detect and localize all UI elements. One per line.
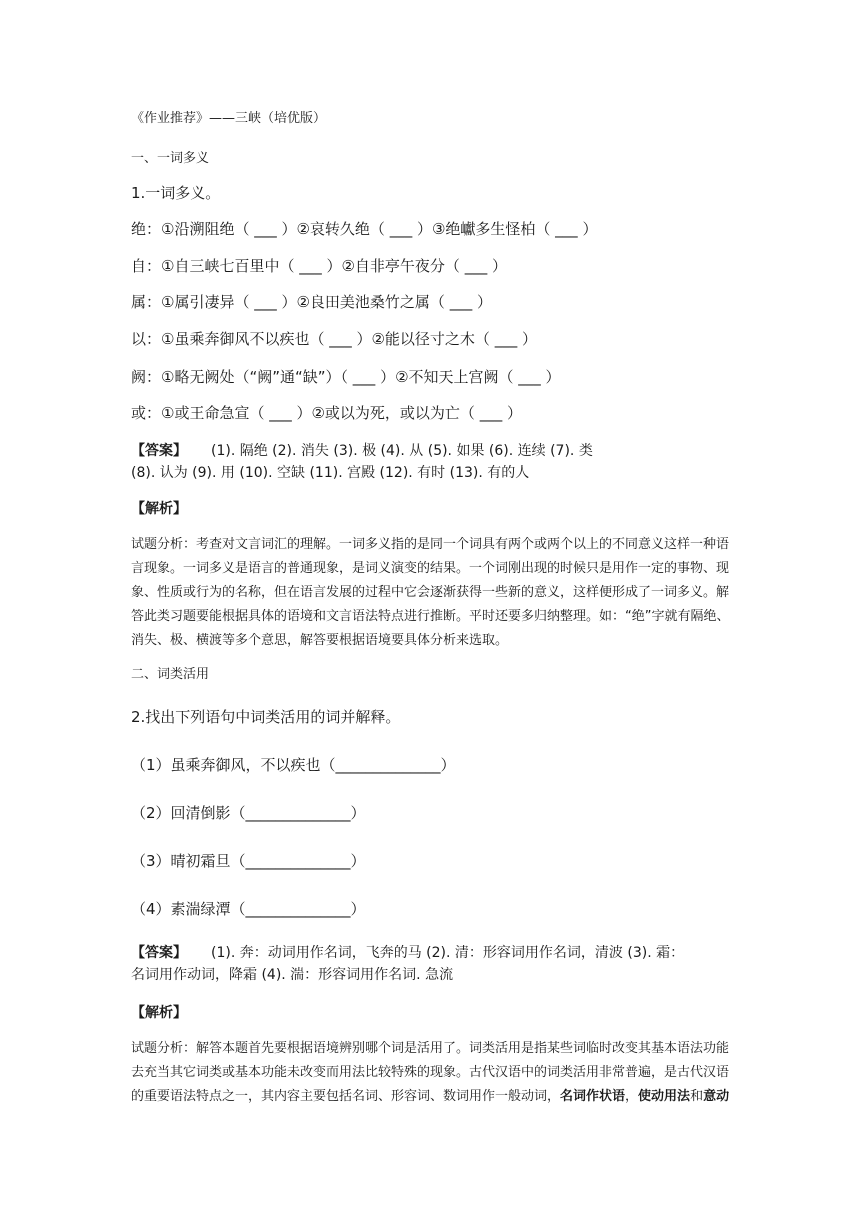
analysis-1-text: 试题分析：考查对文言词汇的理解。一词多义指的是同一个词具有两个或两个以上的不同意义这样一种语言现象。一词多义是语言的普通现象，是词义演变的结果。一个词刚出现的时候只是用作一定的事物、现象、性质或行为的名称，但在语言发展的过程中它会逐渐获得一些新的意义，这样便形成了一词多义。解答此类习题要能根据具体的语境和文言语法特点进行推断。平时还要多归纳整理。如：“绝”字就有隔绝、消失、极、横渡等多个意思，解答要根据语境要具体分析来选取。 <box>131 537 730 648</box>
term-causative: 使动用法 <box>638 1089 691 1104</box>
analysis-label-1: 【解析】 <box>131 501 187 517</box>
analysis-2-line3-text: 的重要语法特点之一，其内容主要包括名词、形容词、数词用作一般动词， <box>131 1089 561 1104</box>
conversion-item-1: （1）虽乘奔御风，不以疾也（______________） <box>131 756 456 774</box>
analysis-2-line2: 去充当其它词类或基本功能未改变而用法比较特殊的现象。古代汉语中的词类活用非常普遍，是古代汉语 <box>131 1065 730 1080</box>
answer-1-line2: (8). 认为 (9). 用 (10). 空缺 (11). 宫殿 (12). 有时 (13). 有的人 <box>131 465 530 481</box>
section1-heading: 一、一词多义 <box>131 151 210 166</box>
document-title: 《作业推荐》——三峡（培优版） <box>131 111 327 126</box>
question-2: 2.找出下列语句中词类活用的词并解释。 <box>131 708 401 726</box>
answer-text: (1). 奔：动词用作名词，飞奔的马 (2). 清：形容词用作名词，清波 (3). 霜： <box>211 945 685 961</box>
answer-2-line1 <box>131 942 684 962</box>
conversion-item-2: （2）回清倒影（______________） <box>131 804 366 822</box>
polysemy-item-shu: 属：①属引凄异（ ___ ）②良田美池桑竹之属（ ___ ） <box>131 293 492 311</box>
question-1: 1.一词多义。 <box>131 184 221 202</box>
term-putative: 意动 <box>703 1089 730 1104</box>
polysemy-item-yi: 以：①虽乘奔御风不以疾也（ ___ ）②能以径寸之木（ ___ ） <box>131 330 537 348</box>
polysemy-item-jue: 绝：①沿溯阻绝（ ___ ）②哀转久绝（ ___ ）③绝巘多生怪柏（ ___ ） <box>131 220 598 238</box>
answer-2-line2: 名词用作动词，降霜 (4). 湍：形容词用作名词. 急流 <box>131 967 454 983</box>
answer-label: 【答案】 <box>131 945 187 961</box>
answer-1-line1 <box>131 440 593 460</box>
conversion-item-3: （3）晴初霜旦（______________） <box>131 852 366 870</box>
answer-text: (1). 隔绝 (2). 消失 (3). 极 (4). 从 (5). 如果 (6). 连续 (7). 类 <box>211 443 593 459</box>
separator: ， <box>625 1089 639 1104</box>
section2-heading: 二、词类活用 <box>131 667 210 682</box>
analysis-2-line3 <box>131 1085 729 1104</box>
conjunction: 和 <box>690 1089 704 1104</box>
analysis-label-2: 【解析】 <box>131 1005 187 1021</box>
polysemy-item-zi: 自：①自三峡七百里中（ ___ ）②自非亭午夜分（ ___ ） <box>131 257 507 275</box>
polysemy-item-huo: 或：①或王命急宣（ ___ ）②或以为死，或以为亡（ ___ ） <box>131 404 522 422</box>
conversion-item-4: （4）素湍绿潭（______________） <box>131 900 366 918</box>
analysis-2-line1: 试题分析：解答本题首先要根据语境辨别哪个词是活用了。词类活用是指某些词临时改变其基本语法功能 <box>131 1041 730 1056</box>
answer-label: 【答案】 <box>131 443 187 459</box>
term-noun-adverbial: 名词作状语 <box>560 1089 626 1104</box>
polysemy-item-que: 阙：①略无阙处（“阙”通“缺”）（ ___ ）②不知天上宫阙（ ___ ） <box>131 368 561 386</box>
